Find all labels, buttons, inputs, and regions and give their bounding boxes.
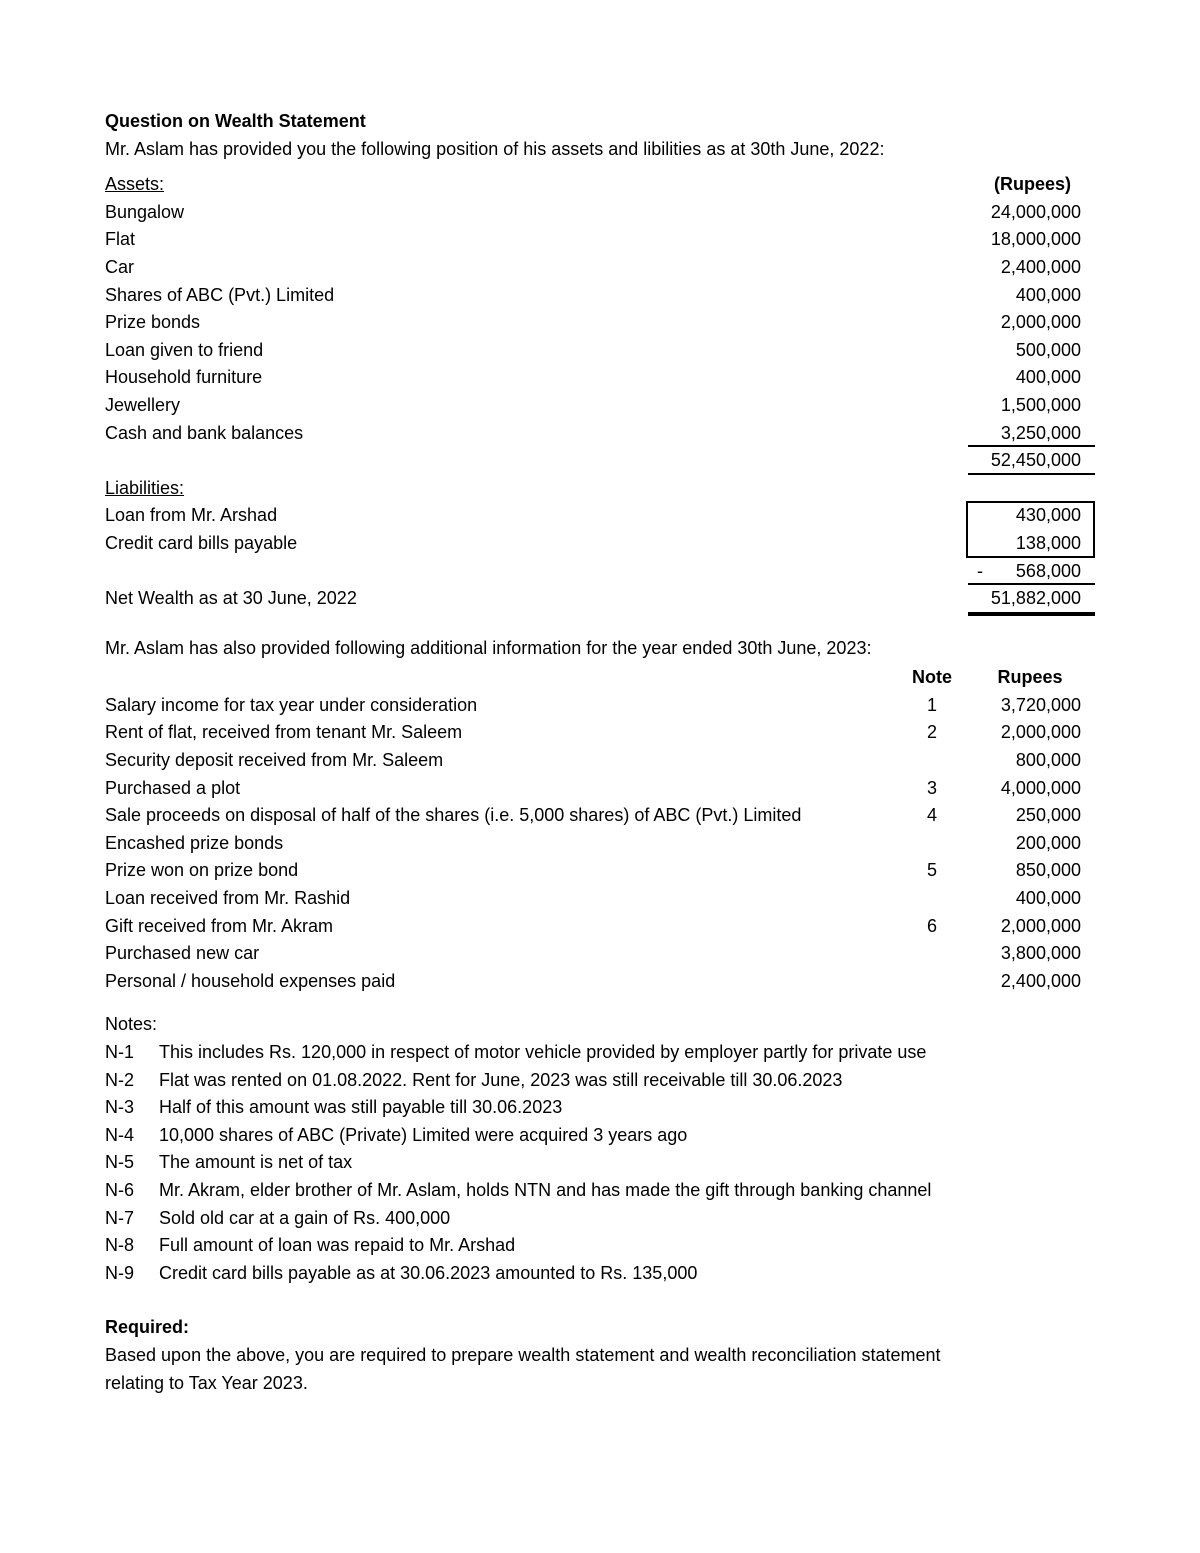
required-heading: Required: [105,1317,190,1338]
note-row [105,1205,1095,1233]
additional-amount: 400,000 [1015,888,1081,909]
asset-label: Cash and bank balances [105,422,304,443]
liabilities-heading: Liabilities: [105,477,185,498]
asset-label: Loan given to friend [105,339,264,360]
additional-row [105,913,1095,941]
rupees-column-header-2: Rupees [997,667,1063,688]
additional-intro: Mr. Aslam has also provided following additional information for the year ended 30th June, 2023: [105,637,872,658]
note-row [105,1149,1095,1177]
additional-note-ref: 6 [926,915,937,936]
additional-amount: 3,720,000 [1000,694,1081,715]
notes-heading: Notes: [105,1014,158,1035]
assets-heading: Assets: [105,174,165,195]
liabilities-list [105,502,1095,557]
asset-amount: 400,000 [1015,367,1081,388]
additional-info-list [105,692,1095,996]
asset-amount: 2,000,000 [1000,312,1081,333]
asset-label: Shares of ABC (Pvt.) Limited [105,284,335,305]
additional-row [105,968,1095,996]
additional-row [105,885,1095,913]
asset-label: Household furniture [105,367,263,388]
intro-text: Mr. Aslam has provided you the following position of his assets and libilities as at 30th June, 2022: [105,138,885,159]
note-text: Flat was rented on 01.08.2022. Rent for June, 2023 was still receivable till 30.06.2023 [159,1069,843,1090]
additional-amount: 2,000,000 [1000,722,1081,743]
additional-label: Purchased a plot [105,777,241,798]
additional-amount: 200,000 [1015,832,1081,853]
asset-amount: 2,400,000 [1000,256,1081,277]
additional-row [105,775,1095,803]
note-label: N-7 [105,1207,135,1228]
additional-label: Salary income for tax year under consideration [105,694,478,715]
additional-note-ref: 1 [926,694,937,715]
note-label: N-5 [105,1152,135,1173]
additional-row [105,692,1095,720]
note-row [105,1039,1095,1067]
note-text: Credit card bills payable as at 30.06.2023 amounted to Rs. 135,000 [159,1262,698,1283]
net-wealth-label: Net Wealth as at 30 June, 2022 [105,588,357,609]
note-label: N-4 [105,1124,135,1145]
additional-note-ref: 5 [926,860,937,881]
asset-label: Jewellery [105,394,181,415]
liabilities-total: 568,000 [1015,560,1081,581]
rupees-column-header: (Rupees) [993,174,1071,195]
additional-label: Encashed prize bonds [105,832,284,853]
liability-row [105,530,1095,558]
liabilities-header-row [105,475,1095,503]
document-title: Question on Wealth Statement [105,111,366,131]
additional-amount: 2,400,000 [1000,970,1081,991]
asset-amount: 1,500,000 [1000,394,1081,415]
note-row [105,1094,1095,1122]
additional-row [105,857,1095,885]
asset-amount: 24,000,000 [990,201,1081,222]
asset-label: Car [105,256,135,277]
liability-row [105,502,1095,530]
note-text: 10,000 shares of ABC (Private) Limited were acquired 3 years ago [159,1124,688,1145]
liability-amount: 430,000 [1015,505,1081,526]
additional-label: Purchased new car [105,943,260,964]
additional-amount: 250,000 [1015,805,1081,826]
asset-amount: 400,000 [1015,284,1081,305]
additional-row [105,940,1095,968]
asset-row [105,226,1095,254]
note-label: N-9 [105,1262,135,1283]
additional-label: Loan received from Mr. Rashid [105,888,351,909]
additional-label: Prize won on prize bond [105,860,299,881]
asset-amount: 500,000 [1015,339,1081,360]
asset-row [105,282,1095,310]
liabilities-total-sign: - [977,560,983,581]
asset-label: Flat [105,229,136,250]
note-label: N-2 [105,1069,135,1090]
net-wealth-row [105,585,1095,613]
asset-amount: 18,000,000 [990,229,1081,250]
note-text: The amount is net of tax [159,1152,353,1173]
asset-row [105,420,1095,448]
assets-total: 52,450,000 [990,450,1081,471]
additional-note-ref: 3 [926,777,937,798]
additional-note-ref: 2 [926,722,937,743]
asset-row [105,309,1095,337]
note-label: N-3 [105,1097,135,1118]
note-row [105,1177,1095,1205]
liabilities-total-row [105,558,1095,586]
additional-header-row [105,664,1095,692]
additional-row [105,830,1095,858]
additional-amount: 850,000 [1015,860,1081,881]
additional-label: Personal / household expenses paid [105,970,396,991]
additional-label: Gift received from Mr. Akram [105,915,334,936]
asset-row [105,254,1095,282]
asset-row [105,337,1095,365]
liability-label: Credit card bills payable [105,532,298,553]
note-label: N-1 [105,1042,135,1062]
asset-label: Bungalow [105,201,185,222]
additional-row [105,719,1095,747]
assets-list [105,199,1095,447]
note-text: Sold old car at a gain of Rs. 400,000 [159,1207,451,1228]
document-page [105,108,1095,1397]
note-text: Full amount of loan was repaid to Mr. Arshad [159,1235,516,1256]
additional-label: Sale proceeds on disposal of half of the shares (i.e. 5,000 shares) of ABC (Pvt.) Limited [105,805,802,826]
net-wealth-amount: 51,882,000 [990,588,1081,609]
additional-row [105,747,1095,775]
asset-row [105,392,1095,420]
asset-label: Prize bonds [105,312,201,333]
additional-note-ref: 4 [926,805,937,826]
additional-amount: 4,000,000 [1000,777,1081,798]
asset-row [105,364,1095,392]
additional-amount: 2,000,000 [1000,915,1081,936]
net-wealth-double-rule [968,612,1095,616]
additional-label: Rent of flat, received from tenant Mr. Saleem [105,722,463,743]
required-text-line-1: Based upon the above, you are required to prepare wealth statement and wealth reconciliation statement [105,1344,941,1365]
notes-list [105,1039,1095,1287]
assets-total-row [105,447,1095,475]
additional-label: Security deposit received from Mr. Saleem [105,750,444,771]
additional-amount: 800,000 [1015,750,1081,771]
note-row [105,1260,1095,1288]
asset-amount: 3,250,000 [1000,422,1081,443]
note-column-header: Note [912,667,952,688]
liability-label: Loan from Mr. Arshad [105,505,278,526]
note-label: N-8 [105,1235,135,1256]
note-text: Mr. Akram, elder brother of Mr. Aslam, holds NTN and has made the gift through banking channel [159,1179,932,1200]
additional-amount: 3,800,000 [1000,943,1081,964]
note-label: N-6 [105,1179,135,1200]
note-row [105,1232,1095,1260]
liability-amount: 138,000 [1015,532,1081,553]
note-row [105,1067,1095,1095]
assets-header-row [105,171,1095,199]
note-text: This includes Rs. 120,000 in respect of motor vehicle provided by employer partly for private use [159,1042,927,1062]
note-text: Half of this amount was still payable till 30.06.2023 [159,1097,563,1118]
note-row [105,1122,1095,1150]
required-text-line-2: relating to Tax Year 2023. [105,1372,308,1393]
additional-row [105,802,1095,830]
asset-row [105,199,1095,227]
